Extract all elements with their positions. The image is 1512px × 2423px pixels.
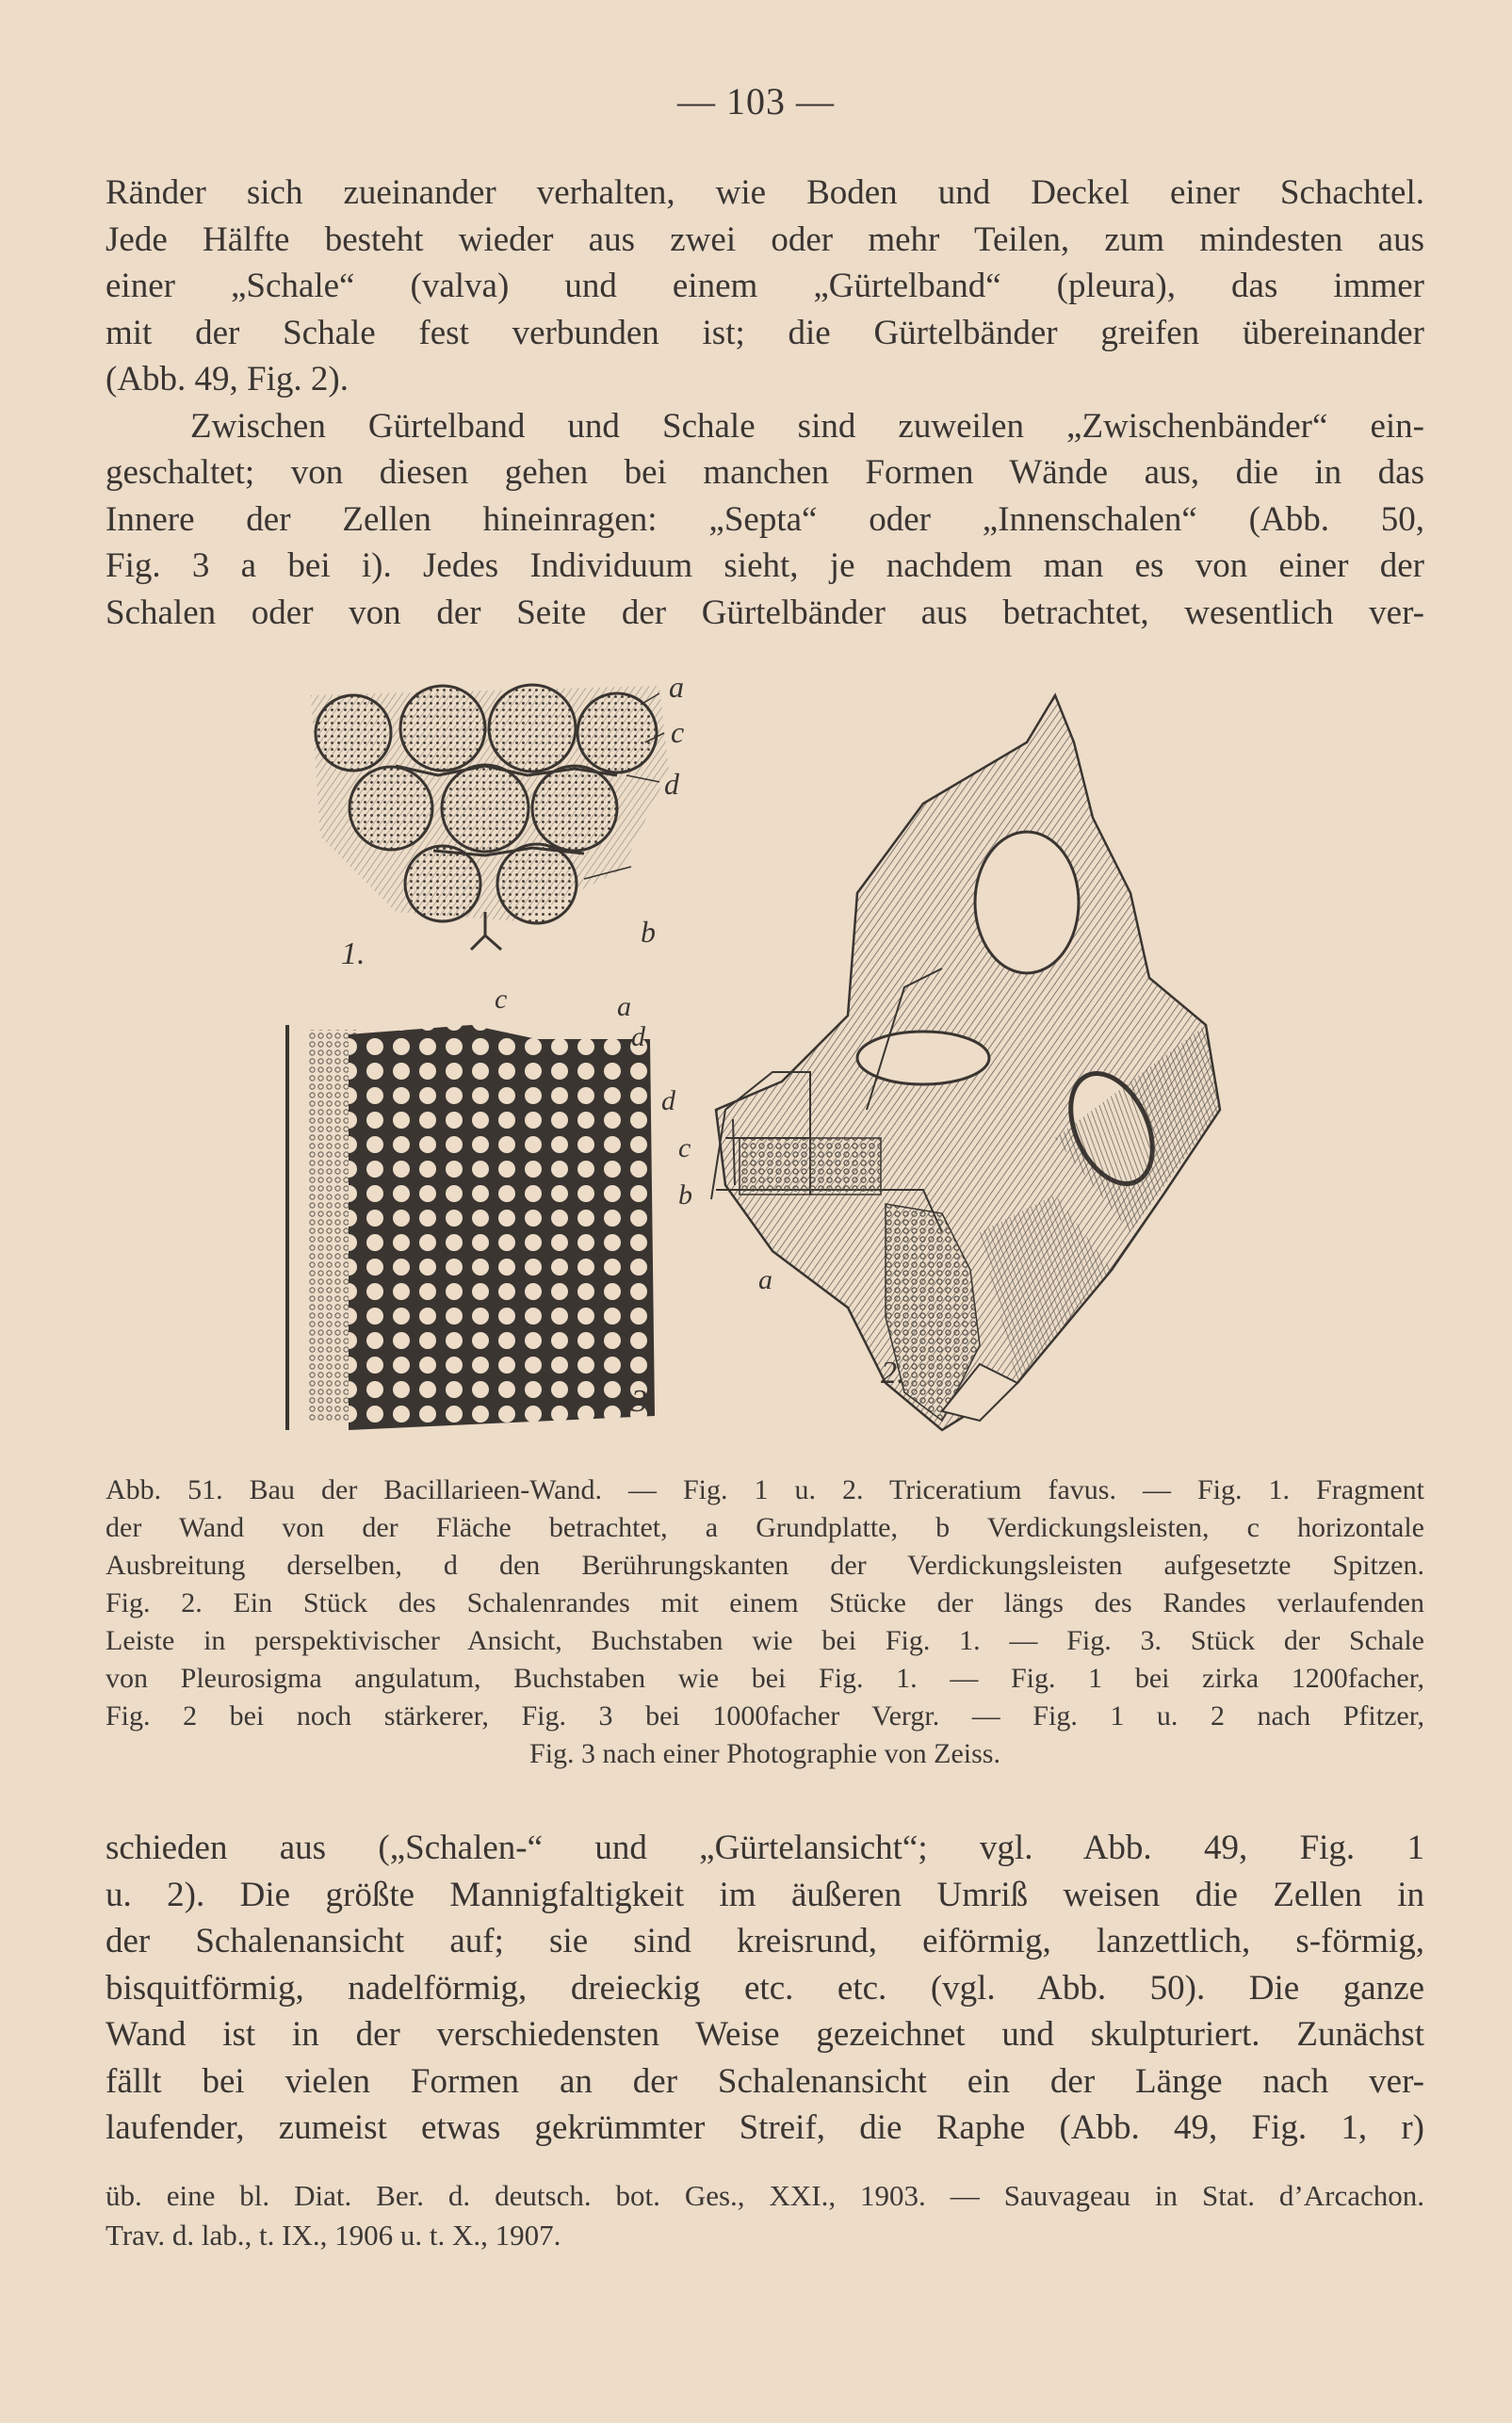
paragraph-top [106, 170, 1424, 636]
paragraph-bottom [106, 1825, 1424, 2152]
caption-line: Fig. 2 bei noch stärkerer, Fig. 3 bei 1000facher Vergr. — Fig. 1 u. 2 nach Pfitzer, [106, 1700, 1424, 1732]
text-line: (Abb. 49, Fig. 2). [106, 360, 349, 398]
figure-caption [106, 1472, 1424, 1773]
caption-line: der Wand von der Fläche betrachtet, a Grundplatte, b Verdickungsleisten, c horizontale [106, 1512, 1424, 1543]
label-d-left: d [661, 1085, 675, 1116]
page-number: — 103 — [677, 80, 835, 122]
text-line: der Schalenansicht auf; sie sind kreisrund, eiförmig, lanzettlich, s-förmig, [106, 1922, 1424, 1960]
caption-line: Fig. 2. Ein Stück des Schalenrandes mit einem Stücke der längs des Randes verlaufenden [106, 1587, 1424, 1618]
caption-line: Leiste in perspektivischer Ansicht, Buchstaben wie bei Fig. 1. — Fig. 3. Stück der Schale [106, 1625, 1424, 1656]
text-line: Schalen oder von der Seite der Gürtelbänder aus betrachtet, wesentlich ver- [106, 593, 1424, 632]
text-line: bisquitförmig, nadelförmig, dreieckig etc. etc. (vgl. Abb. 50). Die ganze [106, 1968, 1424, 2008]
fig1-honeycomb [311, 670, 684, 971]
figure-illustration [283, 667, 1262, 1449]
text-line: Wand ist in der verschiedensten Weise gezeichnet und skulpturiert. Zunächst [106, 2015, 1424, 2054]
label-a: a [669, 670, 684, 704]
footnote-line: üb. eine bl. Diat. Ber. d. deutsch. bot. Ges., XXI., 1903. — Sauvageau in Stat. d’Arcachon. [106, 2179, 1424, 2212]
text-line: geschaltet; von diesen gehen bei manchen Formen Wände aus, die in das [106, 453, 1424, 492]
text-line: Ränder sich zueinander verhalten, wie Boden und Deckel einer Schachtel. [106, 173, 1424, 212]
label-fig2: 2. [881, 1356, 905, 1390]
text-line: u. 2). Die größte Mannigfaltigkeit im äußeren Umriß weisen die Zellen in [106, 1875, 1424, 1914]
text-line: mit der Schale fest verbunden ist; die Gürtelbänder greifen übereinander [106, 313, 1424, 352]
caption-line: Fig. 3 nach einer Photographie von Zeiss. [529, 1738, 1000, 1769]
label-a-mid: a [617, 991, 631, 1022]
label-c: c [671, 715, 685, 749]
text-line: fällt bei vielen Formen an der Schalenansicht ein der Länge nach ver- [106, 2061, 1424, 2101]
text-line: Zwischen Gürtelband und Schale sind zuweilen „Zwischenbänder“ ein- [190, 406, 1424, 446]
label-fig1: 1. [341, 936, 366, 971]
label-fig3: 3. [631, 1384, 656, 1419]
text-line: schieden aus („Schalen-“ und „Gürtelansicht“; vgl. Abb. 49, Fig. 1 [106, 1829, 1424, 1867]
text-line: Jede Hälfte besteht wieder aus zwei oder mehr Teilen, zum mindesten aus [106, 220, 1424, 259]
text-line: laufender, zumeist etwas gekrümmter Streif, die Raphe (Abb. 49, Fig. 1, r) [106, 2108, 1424, 2147]
label-a-bottom: a [758, 1264, 772, 1295]
label-d: d [664, 767, 679, 801]
text-line: Fig. 3 a bei i). Jedes Individuum sieht, je nachdem man es von einer der [106, 546, 1424, 585]
caption-line: Abb. 51. Bau der Bacillarieen-Wand. — Fig. 1 u. 2. Triceratium favus. — Fig. 1. Fragment [106, 1474, 1424, 1505]
label-c-mid: c [495, 984, 508, 1015]
text-line: Innere der Zellen hineinragen: „Septa“ oder „Innenschalen“ (Abb. 50, [106, 499, 1424, 539]
caption-line: von Pleurosigma angulatum, Buchstaben wie bei Fig. 1. — Fig. 1 bei zirka 1200facher, [106, 1663, 1424, 1694]
caption-line: Ausbreitung derselben, d den Berührungskanten der Verdickungsleisten aufgesetzte Spitzen. [106, 1550, 1424, 1581]
footnote-line: Trav. d. lab., t. IX., 1906 u. t. X., 1907. [106, 2219, 561, 2252]
text-line: einer „Schale“ (valva) und einem „Gürtelband“ (pleura), das immer [106, 267, 1424, 305]
label-d-mid: d [631, 1021, 645, 1052]
label-b-left: b [678, 1179, 692, 1211]
figure-diatom-wall [283, 667, 1262, 1449]
label-c-left: c [678, 1132, 691, 1163]
footnote [106, 2176, 1424, 2255]
fig3-mesh [287, 984, 656, 1430]
fig2-perspective [661, 695, 1220, 1430]
label-b: b [641, 915, 656, 949]
